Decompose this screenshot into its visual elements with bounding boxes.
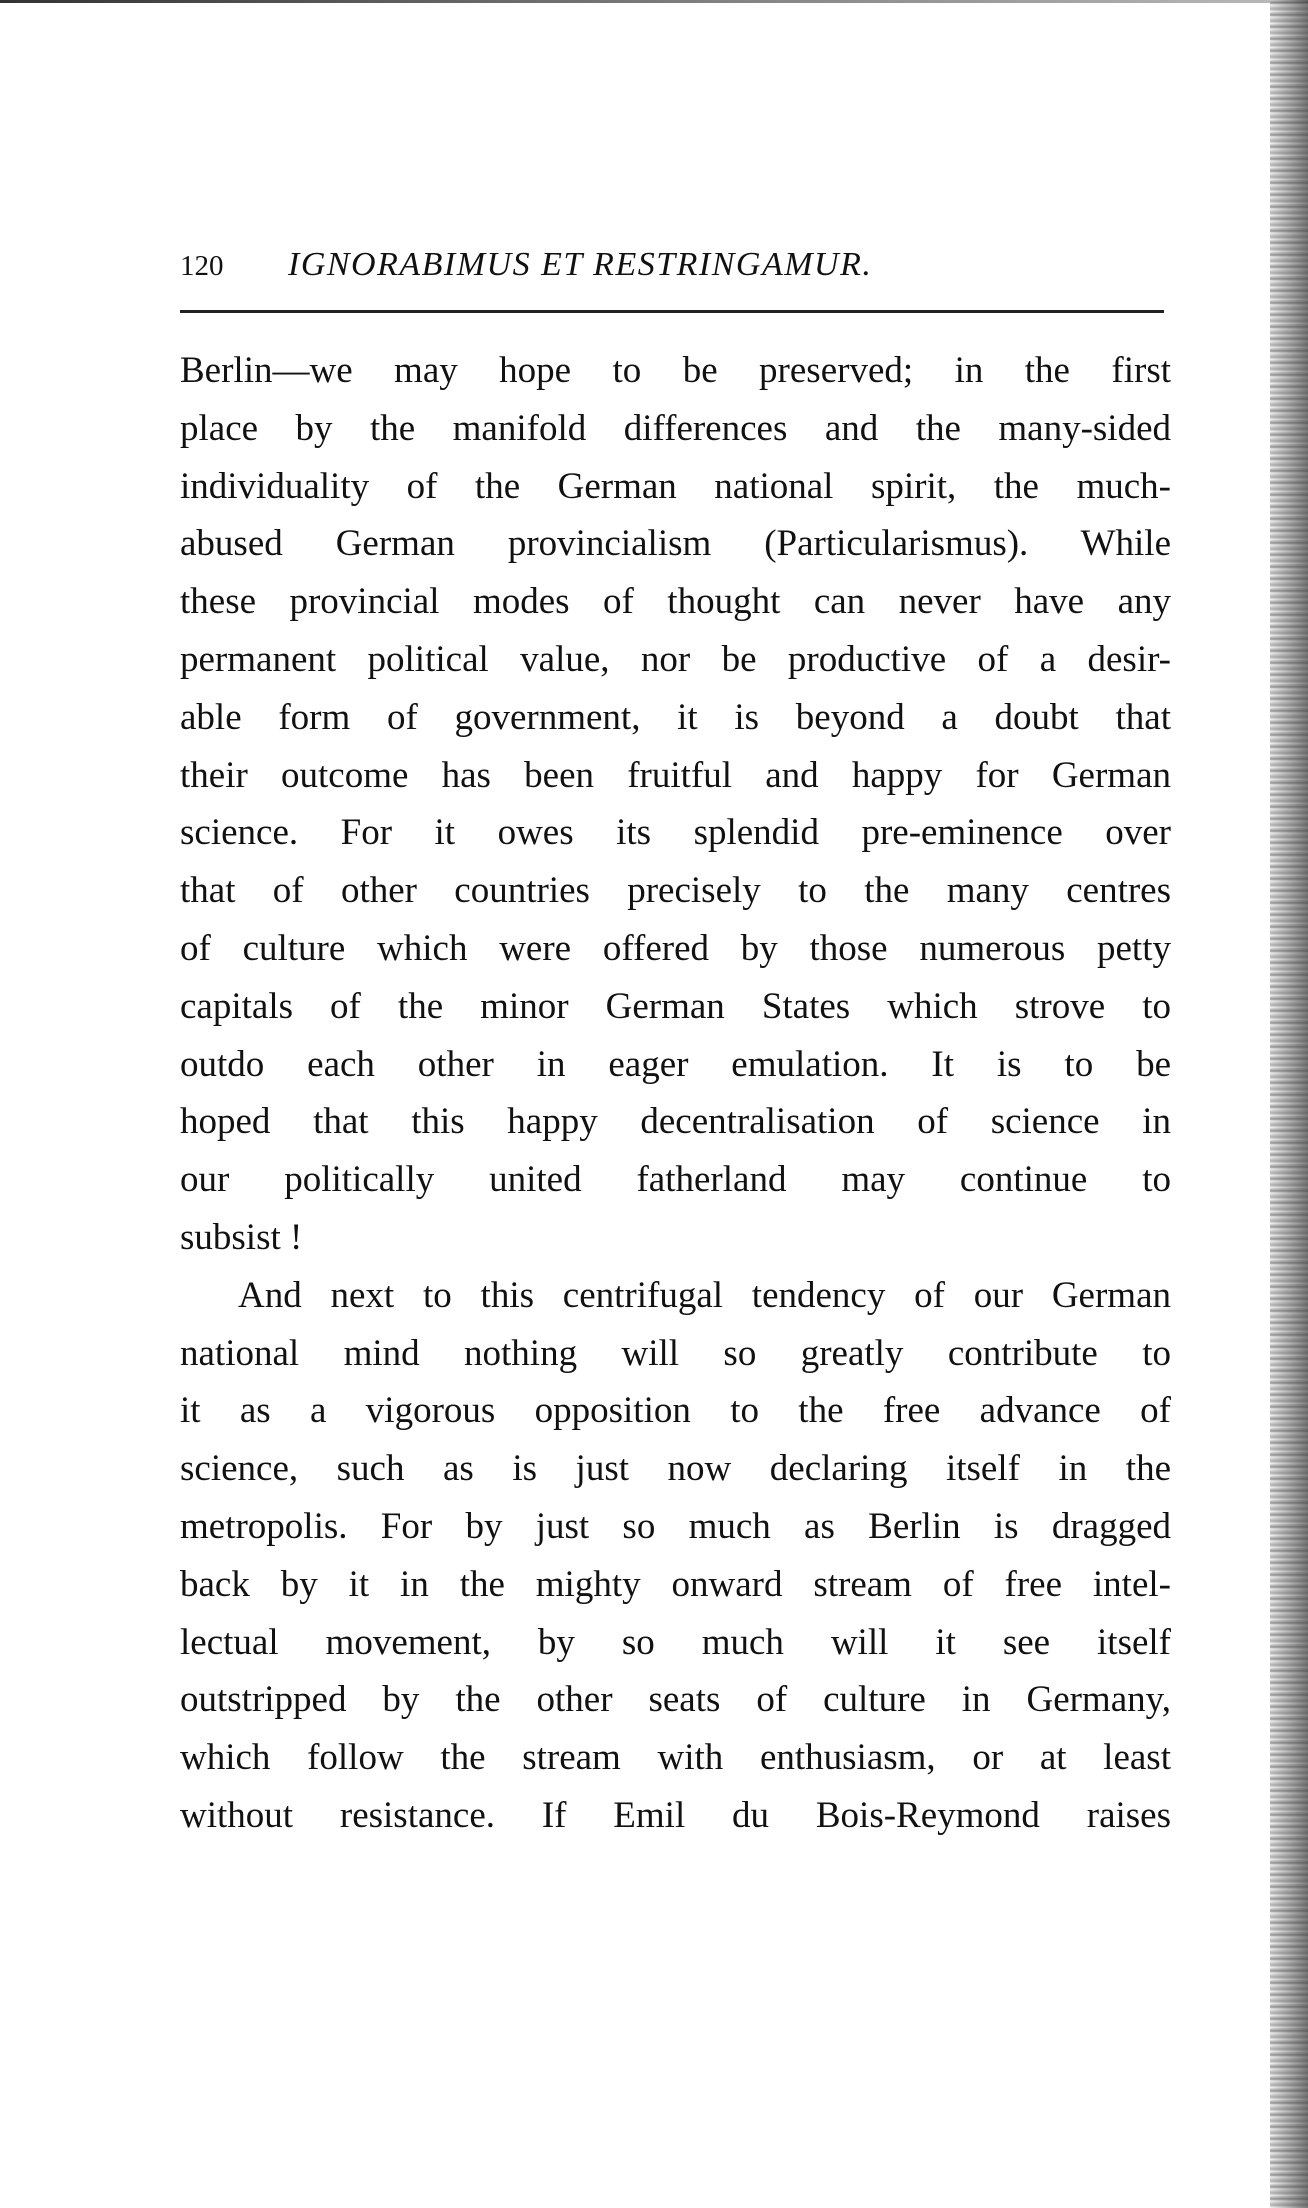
text-line: permanent political value, nor be productive of a desir-	[180, 638, 1171, 680]
text-line: our politically united fatherland may continue to	[180, 1159, 1171, 1201]
text-line: able form of government, it is beyond a doubt that	[180, 696, 1171, 738]
text-line: their outcome has been fruitful and happy for German	[180, 754, 1171, 796]
text-line: back by it in the mighty onward stream of free intel-	[180, 1563, 1171, 1605]
text-line: Berlin—we may hope to be preserved; in the first	[180, 350, 1171, 391]
header-rule	[180, 310, 1164, 313]
scan-page-edge	[1270, 0, 1308, 2208]
text-line: these provincial modes of thought can never have any	[180, 581, 1171, 623]
text-line: abused German provincialism (Particularismus). While	[180, 523, 1171, 565]
text-line: outstripped by the other seats of culture in Germany,	[180, 1679, 1171, 1721]
text-line: science. For it owes its splendid pre-eminence over	[180, 812, 1171, 854]
text-line: which follow the stream with enthusiasm, or at least	[180, 1737, 1171, 1779]
text-line: that of other countries precisely to the many centres	[180, 870, 1171, 912]
text-line: outdo each other in eager emulation. It is to be	[180, 1043, 1171, 1085]
text-line: metropolis. For by just so much as Berlin is dragged	[180, 1505, 1171, 1547]
running-header	[180, 246, 1170, 286]
text-line: science, such as is just now declaring itself in the	[180, 1448, 1171, 1490]
text-line: subsist !	[180, 1216, 303, 1258]
text-line: it as a vigorous opposition to the free advance of	[180, 1390, 1171, 1432]
scan-top-edge	[0, 0, 1308, 3]
text-line: of culture which were offered by those numerous petty	[180, 927, 1171, 969]
text-line: And next to this centrifugal tendency of our German	[238, 1274, 1171, 1316]
page-number: 120	[180, 250, 224, 282]
text-line: place by the manifold differences and the many-sided	[180, 407, 1171, 449]
page-body	[180, 342, 1171, 1845]
text-line: capitals of the minor German States which strove to	[180, 985, 1171, 1027]
text-line: lectual movement, by so much will it see itself	[180, 1621, 1171, 1663]
text-line: national mind nothing will so greatly contribute to	[180, 1332, 1171, 1374]
text-line: without resistance. If Emil du Bois-Reymond raises	[180, 1794, 1171, 1836]
text-line: hoped that this happy decentralisation of science in	[180, 1101, 1171, 1143]
running-title: IGNORABIMUS ET RESTRINGAMUR.	[288, 246, 873, 283]
text-line: individuality of the German national spirit, the much-	[180, 465, 1171, 507]
